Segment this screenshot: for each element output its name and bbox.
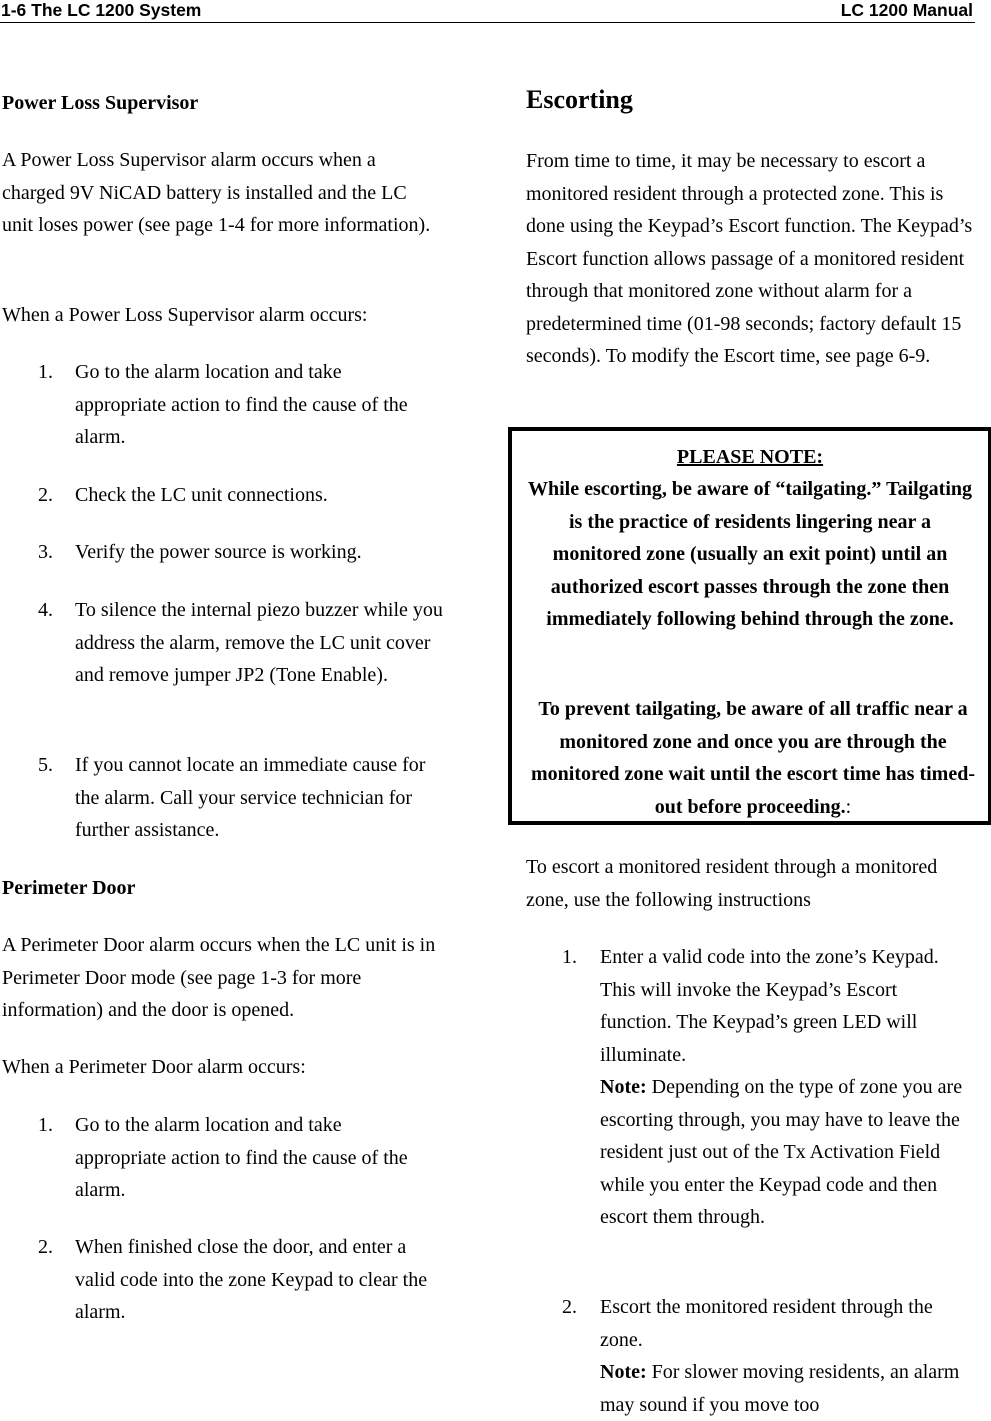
page-header bbox=[0, 0, 975, 23]
note-label: Note: bbox=[600, 1361, 647, 1383]
note-text: Depending on the type of zone you are escorting through, you may have to leave the resident just out of the Tx Activation Field while you enter the Keypad code and then escort them through. bbox=[600, 1076, 963, 1228]
note-box-title: PLEASE NOTE: bbox=[676, 446, 824, 468]
list-item-text bbox=[600, 1291, 960, 1421]
note-box-prevention bbox=[522, 693, 984, 823]
please-note-box bbox=[508, 427, 991, 825]
power-loss-intro: A Power Loss Supervisor alarm occurs when a charged 9V NiCAD battery is installed and the LC unit loses power (see page 1-4 for more information). bbox=[2, 149, 431, 236]
header-manual-title: LC 1200 Manual bbox=[840, 0, 973, 20]
list-item-text: To silence the internal piezo buzzer while you address the alarm, remove the LC unit cover and remove jumper JP2 (Tone Enable). bbox=[75, 599, 443, 686]
header-section-title: 1-6 The LC 1200 System bbox=[1, 0, 202, 20]
step-text: Enter a valid code into the zone’s Keypad. This will invoke the Keypad’s Escort function. The Keypad’s green LED will illuminate. bbox=[600, 946, 939, 1066]
perimeter-door-when: When a Perimeter Door alarm occurs: bbox=[2, 1056, 306, 1078]
note-box-trailing-colon: : bbox=[845, 795, 852, 818]
list-item-number: 2. bbox=[38, 1236, 53, 1258]
step-text: Escort the monitored resident through the zone. bbox=[600, 1296, 933, 1351]
escorting-intro: From time to time, it may be necessary to escort a monitored resident through a protected zone. This is done using the Keypad’s Escort function. The Keypad’s Escort function allows passage of a monitored resident through that monitored zone without alarm for a predetermined time (01-98 seconds; factory default 15 seconds). To modify the Escort time, see page 6-9. bbox=[526, 150, 973, 367]
perimeter-door-heading: Perimeter Door bbox=[2, 877, 136, 899]
list-item-text: Check the LC unit connections. bbox=[75, 484, 328, 506]
power-loss-heading: Power Loss Supervisor bbox=[2, 92, 199, 114]
note-box-tailgating-warning: While escorting, be aware of “tailgating.” Tailgating is the practice of residents lingering near a monitored zone (usually an exit point) until an authorized escort passes through the zone then immediately following behind through the zone. bbox=[527, 478, 973, 630]
list-item-number: 5. bbox=[38, 754, 53, 776]
list-item-text: Go to the alarm location and take appropriate action to find the cause of the alarm. bbox=[75, 361, 408, 448]
list-item-text: When finished close the door, and enter a valid code into the zone Keypad to clear the alarm. bbox=[75, 1236, 428, 1323]
step-note bbox=[600, 1071, 978, 1234]
note-box-prevention-text: To prevent tailgating, be aware of all traffic near a monitored zone and once you are through the monitored zone wait until the escort time has timed-out before proceeding. bbox=[530, 698, 975, 818]
escort-instructions-intro: To escort a monitored resident through a monitored zone, use the following instructions bbox=[526, 856, 938, 911]
list-item-text: Go to the alarm location and take appropriate action to find the cause of the alarm. bbox=[75, 1114, 408, 1201]
list-item-number: 1. bbox=[38, 361, 53, 383]
list-item-number: 1. bbox=[562, 946, 577, 968]
list-item-text: If you cannot locate an immediate cause for the alarm. Call your service technician for further assistance. bbox=[75, 754, 426, 841]
note-text: For slower moving residents, an alarm may sound if you move too bbox=[600, 1361, 960, 1416]
list-item-text: Verify the power source is working. bbox=[75, 541, 362, 563]
list-item-number: 1. bbox=[38, 1114, 53, 1136]
list-item-number: 4. bbox=[38, 599, 53, 621]
note-label: Note: bbox=[600, 1076, 647, 1098]
power-loss-when: When a Power Loss Supervisor alarm occurs: bbox=[2, 304, 368, 326]
list-item-number: 3. bbox=[38, 541, 53, 563]
escorting-heading: Escorting bbox=[526, 85, 633, 114]
step-note bbox=[600, 1356, 960, 1421]
list-item-number: 2. bbox=[562, 1296, 577, 1318]
list-item-text bbox=[600, 941, 978, 1234]
perimeter-door-intro: A Perimeter Door alarm occurs when the LC unit is in Perimeter Door mode (see page 1-3 for more information) and the door is opened. bbox=[2, 934, 436, 1021]
list-item-number: 2. bbox=[38, 484, 53, 506]
